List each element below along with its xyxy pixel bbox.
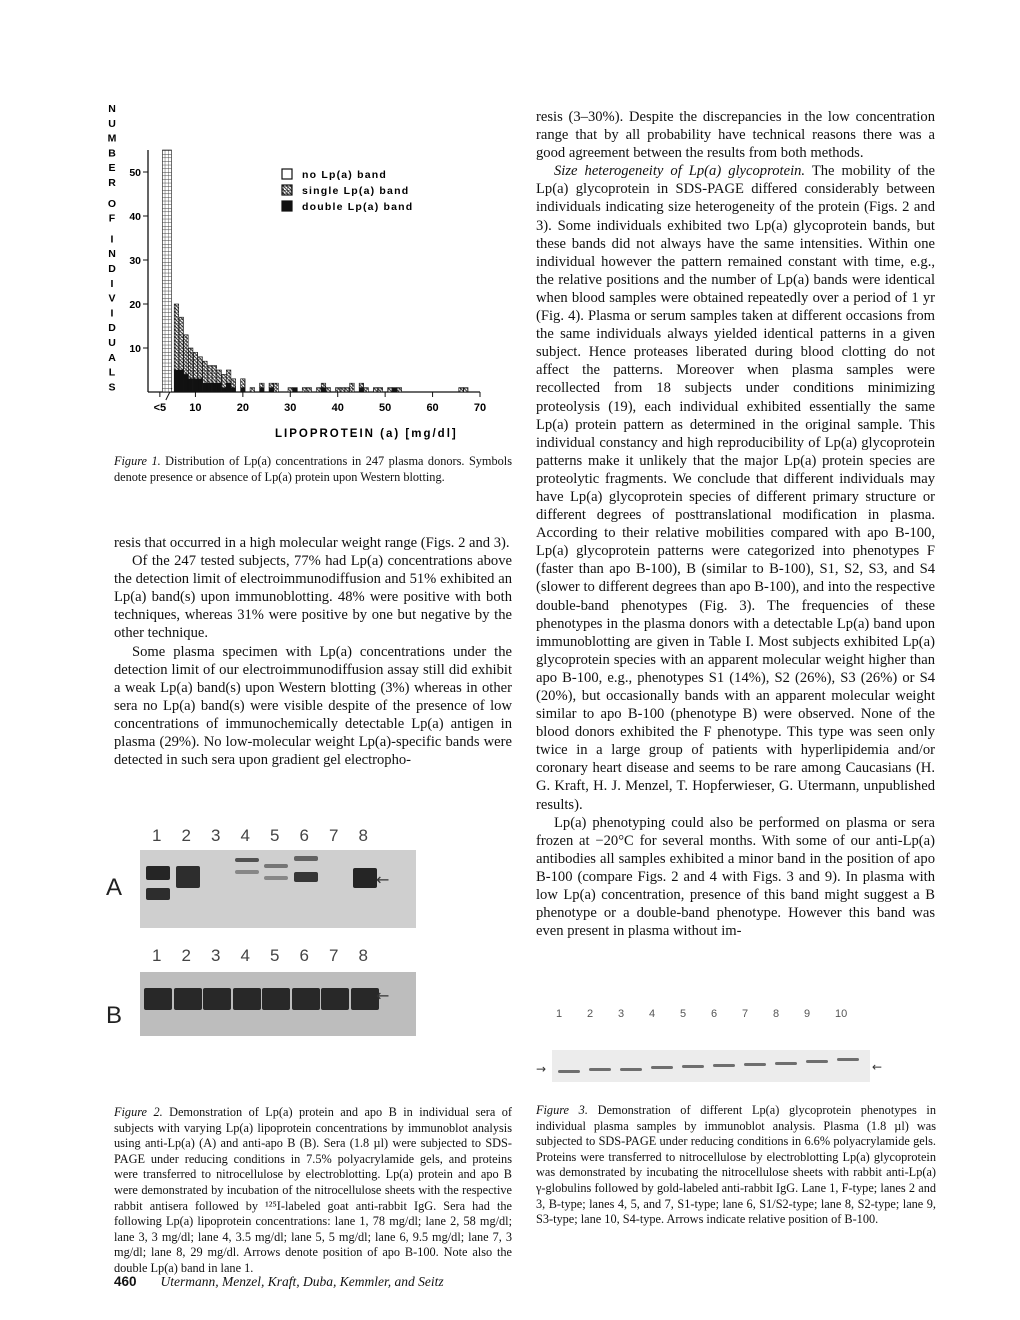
legend-label: double Lp(a) band: [302, 201, 414, 213]
apo-b100-arrow-b: ←: [376, 986, 390, 1005]
figure-3-lane-number: 7: [742, 1008, 749, 1020]
figure-3-band: [806, 1060, 828, 1063]
figure-3-lane-number: 1: [556, 1008, 563, 1020]
section-heading: Size heterogeneity of Lp(a) glycoprotein.: [554, 163, 806, 180]
x-tick-label: <5: [153, 402, 167, 414]
panel-a-band: [294, 856, 318, 861]
panel-a-lane-number: 1: [152, 826, 162, 845]
histogram-bar: [207, 383, 212, 392]
histogram-bar: [174, 304, 179, 370]
panel-a-band: [353, 868, 377, 888]
histogram-bar: [217, 383, 222, 392]
x-tick-label: 30: [284, 402, 297, 414]
panel-a-blot: [140, 850, 416, 928]
y-axis-label-letter: I: [110, 277, 114, 290]
panel-b-band: [203, 988, 231, 1010]
figure-3-lane-number: 5: [680, 1008, 687, 1020]
panel-a-lane-number: 3: [211, 826, 221, 845]
panel-b-band: [321, 988, 349, 1010]
histogram-bar: [350, 383, 355, 392]
figure-3-lane-number: 10: [835, 1008, 848, 1020]
figure-1-caption-text: Distribution of Lp(a) concentrations in 247 plasma donors. Symbols denote presence or absence of Lp(a) protein upon Western blotting.: [114, 454, 512, 484]
histogram-bar: [274, 383, 279, 392]
paragraph: [536, 162, 935, 813]
y-axis-label-letter: R: [108, 177, 116, 189]
histogram-bar: [364, 388, 369, 392]
histogram-bar: [397, 388, 402, 392]
y-tick-label: 40: [129, 211, 141, 223]
x-tick-label: 40: [331, 402, 344, 414]
y-axis-label-letter: I: [110, 233, 114, 246]
y-axis-label-letter: A: [108, 351, 116, 364]
y-axis-label-letter: N: [108, 248, 116, 261]
apo-b100-arrow-a: ←: [376, 870, 390, 889]
y-tick-label: 20: [129, 299, 141, 311]
histogram-bar: [392, 388, 397, 392]
histogram-bar: [222, 374, 227, 387]
panel-b-lane-number: 5: [270, 946, 280, 965]
y-axis-label-letter: B: [108, 147, 116, 160]
panel-b-band: [144, 988, 172, 1010]
histogram-bar: [226, 383, 231, 392]
histogram-bar: [226, 370, 231, 383]
figure-3-lane-number: 3: [618, 1008, 625, 1020]
x-tick-label: 50: [379, 402, 392, 414]
panel-b-lane-number: 1: [152, 946, 162, 965]
histogram-bar: [193, 379, 198, 392]
panel-a-band: [146, 866, 170, 880]
histogram-bar: [359, 388, 364, 392]
histogram-bar: [231, 379, 236, 388]
histogram-bar: [241, 388, 246, 392]
figure-3-immunoblot: [536, 1000, 936, 1090]
figure-3-band: [775, 1062, 797, 1065]
histogram-bar: [359, 383, 364, 387]
histogram-bar: [222, 388, 227, 392]
panel-b-band: [351, 988, 379, 1010]
histogram-bar: [378, 388, 383, 392]
panel-b-band: [233, 988, 261, 1010]
legend-swatch: [282, 201, 292, 211]
y-axis-label-letter: V: [108, 292, 116, 305]
histogram-bar: [321, 388, 326, 392]
panel-a-lane-number: 4: [240, 826, 250, 845]
y-axis-label-letter: O: [107, 197, 117, 210]
figure-3-blot: [552, 1050, 870, 1082]
histogram-bar: [174, 370, 179, 392]
histogram-bar: [207, 366, 212, 384]
x-tick-label: 10: [189, 402, 202, 414]
panel-a-lane-number: 8: [358, 826, 368, 845]
panel-b-lane-number: 3: [211, 946, 221, 965]
figure-3-band: [837, 1058, 859, 1061]
histogram-bar: [179, 370, 184, 392]
panel-b-band: [292, 988, 320, 1010]
histogram-bar: [269, 388, 274, 392]
panel-a-letter: A: [106, 874, 123, 901]
chart-legend: [282, 169, 413, 213]
histogram-bar: [326, 388, 331, 392]
figure-3-band: [713, 1064, 735, 1067]
histogram-bar: [203, 361, 208, 383]
panel-a-band: [235, 858, 259, 862]
histogram-bar: [241, 379, 246, 388]
histogram-bar: [464, 388, 469, 392]
panel-b-lane-number: 2: [181, 946, 191, 965]
author-line: Utermann, Menzel, Kraft, Duba, Kemmler, and Seitz: [160, 1274, 444, 1289]
y-axis-label-letter: E: [108, 162, 116, 175]
histogram-bar: [162, 150, 171, 392]
figure-3-lane-number: 8: [773, 1008, 780, 1020]
figure-3-lane-number: 4: [649, 1008, 656, 1020]
y-axis-label-letter: I: [110, 307, 114, 320]
paragraph: resis that occurred in a high molecular weight range (Figs. 2 and 3).: [114, 535, 510, 551]
legend-label: single Lp(a) band: [302, 185, 410, 197]
panel-a-band: [235, 870, 259, 874]
panel-b-lane-number: 7: [329, 946, 339, 965]
panel-b-band: [262, 988, 290, 1010]
figure-3-lane-number: 2: [587, 1008, 594, 1020]
y-axis-label-letter: L: [108, 366, 116, 379]
figure-3-band: [651, 1066, 673, 1069]
histogram-bar: [388, 388, 393, 392]
figure-3-band: [558, 1070, 580, 1073]
histogram-bar: [193, 352, 198, 378]
figure-1-histogram: [100, 100, 500, 450]
histogram-bar: [316, 388, 321, 392]
panel-a-band: [146, 888, 170, 900]
histogram-bar: [288, 388, 293, 392]
x-tick-label: 20: [236, 402, 249, 414]
panel-a-lane-number: 5: [270, 826, 280, 845]
panel-a-band: [176, 866, 200, 888]
histogram-bar: [302, 388, 307, 392]
figure-3-band: [589, 1068, 611, 1071]
histogram-bar: [321, 383, 326, 387]
panel-b-blot: [140, 972, 416, 1036]
y-axis-label-letter: F: [108, 212, 116, 225]
panel-b-letter: B: [106, 1002, 123, 1029]
figure-3-band: [744, 1063, 766, 1066]
figure-2-caption-text: Demonstration of Lp(a) protein and apo B in individual sera of subjects with varying Lp(a) lipoprotein concentrations by immunoblot analysis using anti-Lp(a) (A) and anti-apo B (B). Sera (1.8 µl) were subjected to SDS-PAGE under reducing conditions in 7.5% polyacrylamide gels, and proteins were transferred to nitrocellulose by electroblotting. Lp(a) protein and apo B were demonstrated by incubation of the nitrocellulose sheets with the respective rabbit antisera followed by ¹²⁵I-labeled goat anti-rabbit IgG. Sera had the following Lp(a) lipoprotein concentrations: lane 1, 78 mg/dl; lane 2, 58 mg/dl; lane 3, 3 mg/dl; lane 4, 3.5 mg/dl; lane 5, 5 mg/dl; lane 6, 9.5 mg/dl; lane 7, 3 mg/dl; lane 8, 29 mg/dl. Arrows denote position of apo B-100. Note also the double Lp(a) band in lane 1.: [114, 1105, 513, 1275]
histogram-bar: [179, 317, 184, 370]
panel-a-band: [294, 872, 318, 882]
figure-2-immunoblot: [100, 822, 510, 1092]
y-axis-label-letter: M: [107, 132, 117, 145]
legend-label: no Lp(a) band: [302, 169, 388, 181]
histogram-bar: [459, 388, 464, 392]
y-axis-label-letter: U: [108, 117, 116, 130]
panel-a-lane-number: 7: [329, 826, 339, 845]
b100-arrow-left: →: [536, 1062, 547, 1076]
panel-b-lane-number: 4: [240, 946, 250, 965]
b100-arrow-right: ←: [872, 1060, 883, 1074]
y-tick-label: 10: [129, 343, 141, 355]
figure-3-caption-label: Figure 3.: [536, 1103, 588, 1117]
left-column-text: [114, 534, 512, 769]
figure-3-lane-number: 6: [711, 1008, 718, 1020]
histogram-bar: [198, 357, 203, 379]
paragraph: Of the 247 tested subjects, 77% had Lp(a) concentrations above the detection limit of electroimmunodiffusion and 51% exhibited an Lp(a) band(s) upon immunoblotting. 48% were positive with both techniques, whereas 31% were positive by one but negative by the other technique.: [114, 553, 512, 642]
histogram-bar: [188, 348, 193, 379]
y-axis-label-letter: S: [108, 381, 116, 394]
y-axis-label-letter: D: [108, 322, 116, 335]
histogram-bar: [345, 388, 350, 392]
histogram-bar: [184, 335, 189, 375]
figure-3-band: [682, 1065, 704, 1068]
y-tick-label: 50: [129, 167, 141, 179]
panel-a-band: [264, 864, 288, 868]
histogram-bar: [260, 383, 265, 387]
histogram-bar: [269, 383, 274, 387]
page-number: 460: [114, 1274, 137, 1289]
figure-3-caption-text: Demonstration of different Lp(a) glycoprotein phenotypes in individual plasma samples by immunoblot analysis. Plasma (1.8 µl) was subjected to SDS-PAGE under reducing conditions in 6.6% polyacrylamide gels. Proteins were transferred to nitrocellulose by electroblotting Lp(a) glycoprotein was demonstrated by incubating the nitrocellulose sheets with rabbit anti-Lp(a) γ-globulins followed by gold-labeled anti-rabbit IgG. Lane 1, F-type; lanes 2 and 3, B-type; lanes 4, 5, and 7, S1-type; lane 6, S1/S2-type; lane 8, S2-type; lane 9, S3-type; lane 10, S4-type. Arrows indicate relative position of B-100.: [536, 1103, 936, 1227]
histogram-bar: [203, 383, 208, 392]
panel-a-band: [264, 876, 288, 880]
histogram-bar: [217, 370, 222, 383]
histogram-bar: [340, 388, 345, 392]
histogram-bar: [373, 388, 378, 392]
histogram-bar: [335, 388, 340, 392]
figure-3-lane-number: 9: [804, 1008, 811, 1020]
histogram-bar: [188, 379, 193, 392]
legend-swatch: [282, 185, 292, 195]
histogram-bar: [198, 379, 203, 392]
histogram-bar: [293, 388, 298, 392]
figure-1-caption: [114, 454, 512, 485]
page-footer: [114, 1274, 444, 1290]
histogram-bar: [212, 383, 217, 392]
y-tick-label: 30: [129, 255, 141, 267]
histogram-bar: [260, 388, 265, 392]
figure-3-band: [620, 1068, 642, 1071]
paragraph: Some plasma specimen with Lp(a) concentrations under the detection limit of our electroimmunodiffusion assay still did exhibit a weak Lp(a) band(s) upon Western blotting (3%) whereas in other sera no Lp(a) band(s) were visible despite of the presence of low concentrations of immunochemically detectable Lp(a) antigen in plasma (29%). No low-molecular weight Lp(a)-specific bands were detected in such sera upon gradient gel electropho-: [114, 643, 512, 769]
x-tick-label: 70: [473, 402, 487, 414]
figure-1-caption-label: Figure 1.: [114, 454, 161, 468]
x-tick-label: 60: [426, 402, 439, 414]
histogram-bar: [184, 374, 189, 392]
figure-3-caption: [536, 1103, 936, 1228]
panel-b-band: [174, 988, 202, 1010]
histogram-bar: [212, 366, 217, 384]
histogram-bar: [307, 388, 312, 392]
histogram-bar: [231, 388, 236, 392]
y-axis-label-letter: N: [108, 103, 116, 115]
y-axis-label: [108, 103, 117, 393]
y-axis-label-letter: U: [108, 337, 116, 349]
right-column-text: [536, 108, 935, 940]
y-axis-label-letter: D: [108, 263, 116, 275]
paragraph-body: The mobility of the Lp(a) glycoprotein in SDS-PAGE differed considerably between individuals indicating size heterogeneity of the protein (Figs. 2 and 3). Some individuals exhibited two Lp(a) glycoprotein bands, but these bands did not always have the same intensities. Within one individual however the pattern remained constant with time, e.g., the relative positions and the number of Lp(a) bands were identical when blood samples were obtained repeatedly over a period of 1 yr (Fig. 4). Plasma or serum samples taken at different occasions from the same individuals always yielded identical patterns in a given subject. Hence proteases liberated during blood clotting do not affect the patterns. Moreover when plasma samples were recollected from 18 subjects under conditions minimizing proteolysis (19), each individual exhibited essentially the same Lp(a) protein pattern as determined in the original sample. This individual constancy and high reproducibility of Lp(a) glycoprotein patterns make it unlikely that the major Lp(a) protein species are proteolytic fragments. We conclude that different individuals may have Lp(a) glycoprotein species of different primary structure or different degrees of posttranslational modification in plasma. According to their relative mobilities compared with apo B-100, Lp(a) glycoprotein patterns were categorized into phenotypes F (faster than apo B-100), B (similar to B-100), S1, S2, S3, and S4 (slower to different degrees than apo B-100), and into the respective double-band phenotypes (Fig. 3). The frequencies of these phenotypes in the plasma donors with a detectable Lp(a) band upon immunoblotting are given in Table I. Most subjects exhibited Lp(a) glycoprotein species with an apparent molecular weight higher than apo B-100, e.g., phenotypes S1 (14%), S2 (26%), S3 (26%) or S4 (20%), but occasionally bands with an apparent molecular weight similar to apo B-100 (phenotype B) were observed. None of the blood donors exhibited the F phenotype. This type was seen only twice in a large group of patients with hyperlipidemia and/or coronary heart disease and seems to be rare among Caucasians (H. G. Kraft, H. J. Menzel, T. Hopferwieser, G. Utermann, unpublished results).: [536, 163, 935, 813]
paragraph: resis (3–30%). Despite the discrepancies in the low concentration range that by all probability have technical reasons there was a good agreement between the results from both methods.: [536, 109, 935, 162]
panel-b-lane-number: 6: [299, 946, 309, 965]
panel-b-lane-number: 8: [358, 946, 368, 965]
histogram-bar: [250, 388, 255, 392]
legend-swatch: [282, 169, 292, 179]
panel-a-lane-number: 2: [181, 826, 191, 845]
paragraph: Lp(a) phenotyping could also be performed on plasma or sera frozen at −20°C for several months. With some of our anti-Lp(a) antibodies all samples exhibited a minor band in the position of apo B-100 (compare Figs. 2 and 4 with Figs. 3 and 9). In plasma with low Lp(a) concentration, presence of this band might suggest a B phenotype or a double-band phenotype. However this band was even present in plasma without im-: [536, 814, 935, 940]
figure-2-caption: [114, 1105, 512, 1277]
panel-a-lane-number: 6: [299, 826, 309, 845]
x-axis-label: LIPOPROTEIN (a) [mg/dl]: [275, 428, 458, 440]
figure-2-caption-label: Figure 2.: [114, 1105, 163, 1119]
